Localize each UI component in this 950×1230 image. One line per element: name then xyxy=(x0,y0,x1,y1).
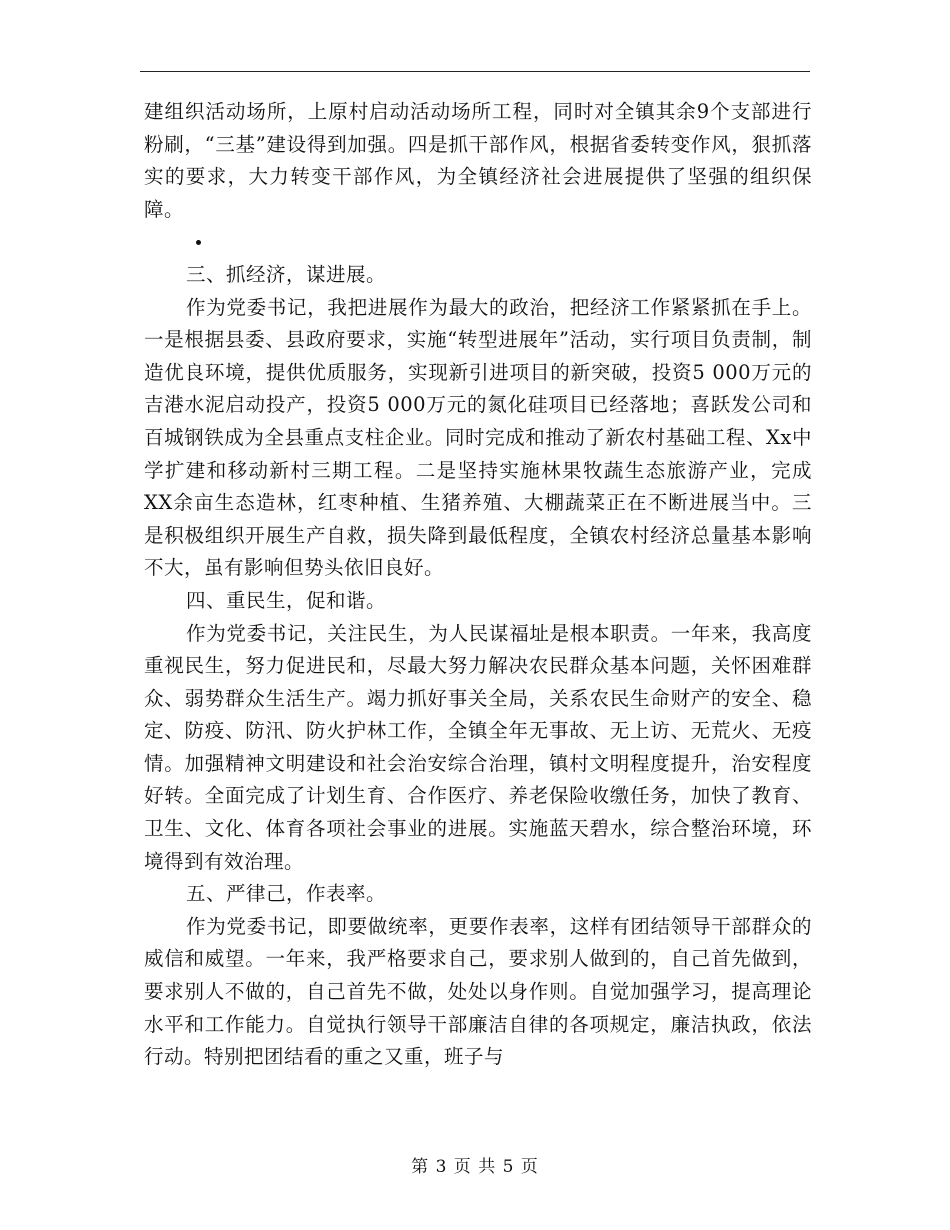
document-body xyxy=(144,96,812,1074)
paragraph-continuation: 建组织活动场所，上原村启动活动场所工程，同时对全镇其余9个支部进行粉刷，“三基”建设得到加强。四是抓干部作风，根据省委转变作风，狠抓落实的要求，大力转变干部作风，为全镇经济社会进展提供了坚强的组织保障。 xyxy=(144,100,812,221)
section-heading-discipline: 五、严律己，作表率。 xyxy=(186,882,387,906)
page-number: 第 3 页 共 5 页 xyxy=(411,1157,539,1177)
paragraph-economy: 作为党委书记，我把进展作为最大的政治，把经济工作紧紧抓在手上。一是根据县委、县政府要求，实施“转型进展年”活动，实行项目负责制，制造优良环境，提供优质服务，实现新引进项目的新突破，投资5 000万元的吉港水泥启动投产，投资5 000万元的氮化硅项目已经落地；喜跃发公司和百城钢铁成为全县重点支柱企业。同时完成和推动了新农村基础工程、Xx中学扩建和移动新村三期工程。二是坚持实施林果牧蔬生态旅游产业，完成XX余亩生态造林，红枣种植、生猪养殖、大棚蔬菜正在不断进展当中。三是积极组织开展生产自救，损失降到最低程度，全镇农村经济总量基本影响不大，虽有影响但势头依旧良好。 xyxy=(144,295,812,580)
paragraph-livelihood: 作为党委书记，关注民生，为人民谋福址是根本职责。一年来，我高度重视民生，努力促进民和，尽最大努力解决农民群众基本问题，关怀困难群众、弱势群众生活生产。竭力抓好事关全局，关系农民生命财产的安全、稳定、防疫、防汛、防火护林工作，全镇全年无事故、无上访、无荒火、无疫情。加强精神文明建设和社会治安综合治理，镇村文明程度提升，治安程度好转。全面完成了计划生育、合作医疗、养老保险收缴任务，加快了教育、卫生、文化、体育各项社会事业的进展。实施蓝天碧水，综合整治环境，环境得到有效治理。 xyxy=(144,621,812,873)
section-heading-economy: 三、抓经济，谋进展。 xyxy=(186,262,387,286)
paragraph-discipline: 作为党委书记，即要做统率，更要作表率，这样有团结领导干部群众的威信和威望。一年来，我严格要求自己，要求别人做到的，自己首先做到，要求别人不做的，自己首先不做，处处以身作则。自觉加强学习，提高理论水平和工作能力。自觉执行领导干部廉洁自律的各项规定，廉洁执政，依法行动。特别把团结看的重之又重，班子与 xyxy=(144,914,812,1069)
bullet-dot-icon xyxy=(196,240,201,245)
header-rule xyxy=(140,71,810,72)
section-heading-livelihood: 四、重民生，促和谐。 xyxy=(186,588,387,612)
bullet-line xyxy=(144,226,812,259)
